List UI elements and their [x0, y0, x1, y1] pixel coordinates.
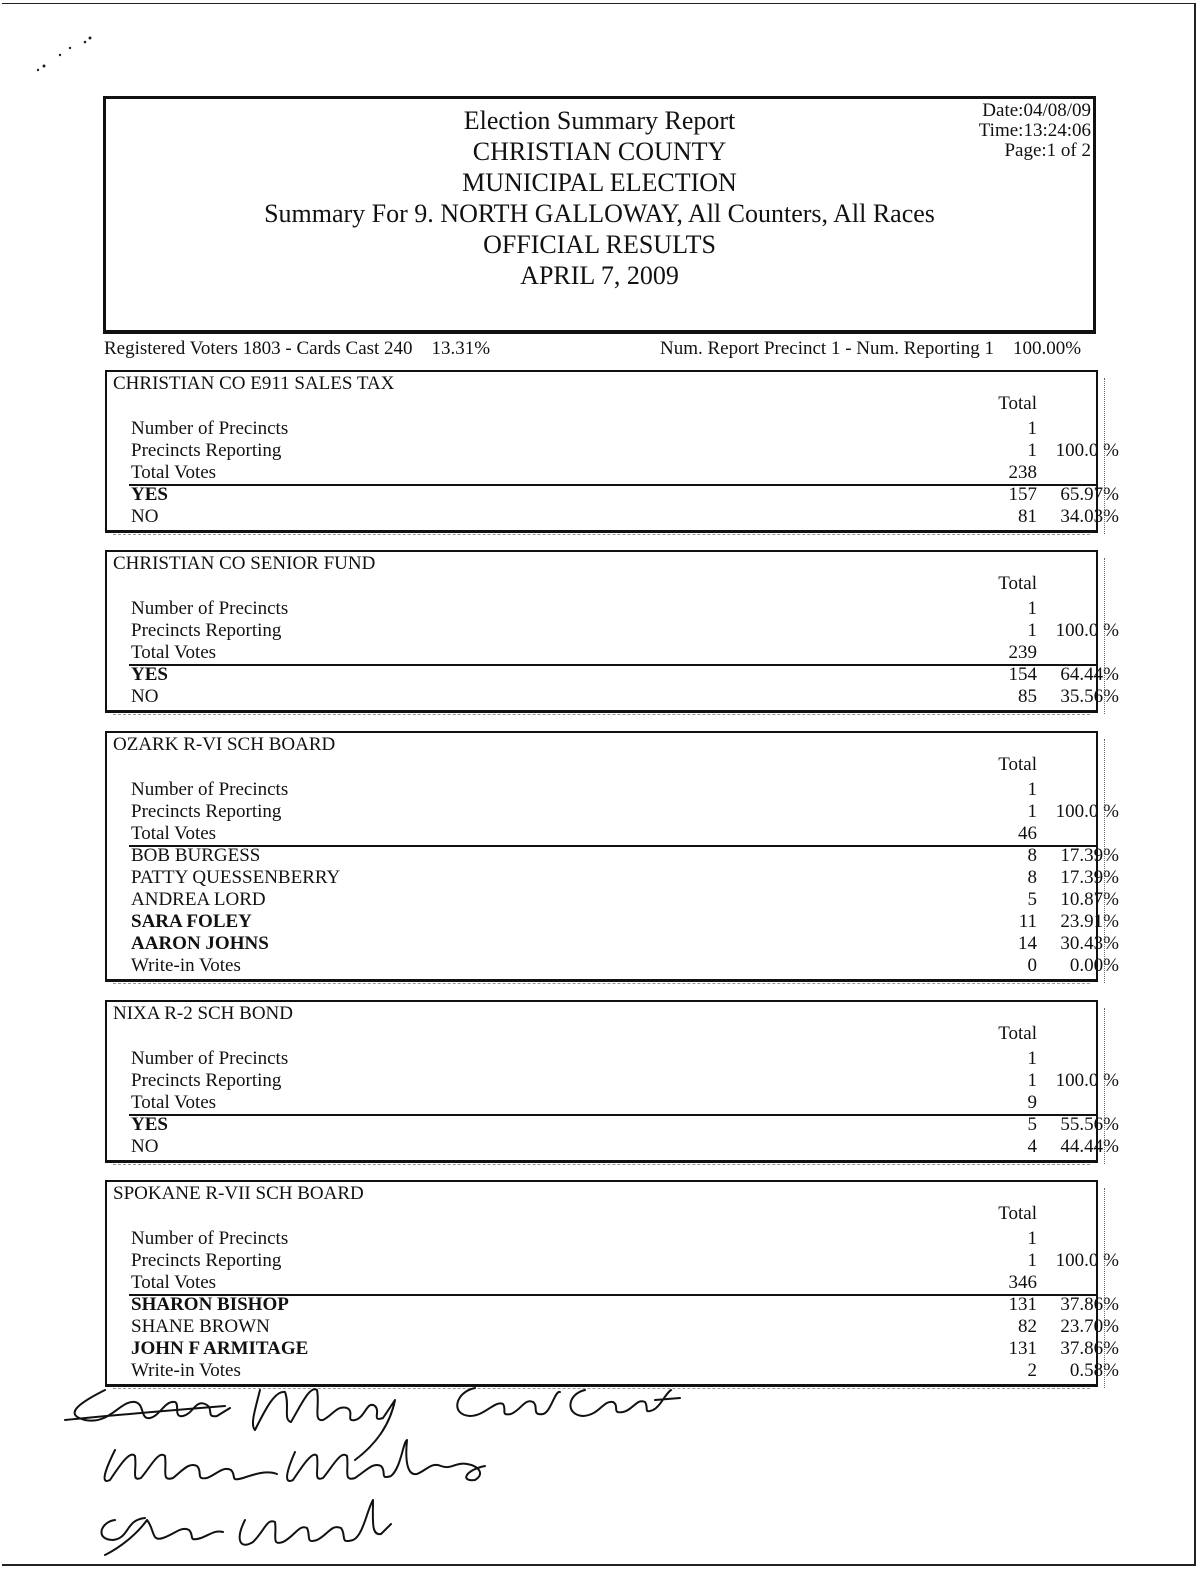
row-percent: 10.87% [1060, 889, 1119, 910]
row-total: 346 [1008, 1272, 1037, 1293]
report-page: Page:1 of 2 [1004, 140, 1091, 161]
table-row [131, 779, 1096, 801]
row-label: Total Votes [131, 1272, 217, 1293]
row-total: 8 [1027, 845, 1037, 866]
row-total: 1 [1027, 1070, 1037, 1091]
table-row [131, 418, 1096, 440]
race-box [105, 370, 1119, 533]
row-label: Precincts Reporting [131, 1070, 282, 1091]
row-total: 1 [1027, 418, 1037, 439]
results-status: OFFICIAL RESULTS [483, 230, 716, 259]
row-label: Precincts Reporting [131, 1250, 282, 1271]
table-row [131, 801, 1119, 823]
row-total: 1 [1027, 598, 1037, 619]
row-label: YES [131, 484, 168, 505]
row-percent: 37.86% [1060, 1294, 1119, 1315]
report-header [103, 96, 1096, 334]
row-label: BOB BURGESS [131, 845, 261, 866]
table-row [131, 867, 1119, 889]
row-label: Number of Precincts [131, 1048, 289, 1069]
race-title: OZARK R-VI SCH BOARD [113, 734, 336, 755]
row-label: Number of Precincts [131, 598, 289, 619]
row-label: NO [131, 686, 159, 707]
race-box [105, 550, 1119, 713]
row-total: 0 [1027, 955, 1037, 976]
race-title: SPOKANE R-VII SCH BOARD [113, 1183, 364, 1204]
row-percent: 65.97% [1060, 484, 1119, 505]
table-row [131, 1250, 1119, 1272]
row-percent: 100.0 % [1055, 620, 1119, 641]
table-row [131, 620, 1119, 642]
row-total: 1 [1027, 440, 1037, 461]
row-label: Write-in Votes [131, 1360, 241, 1381]
row-total: 154 [1008, 664, 1037, 685]
row-label: Total Votes [131, 823, 217, 844]
reporting-percent: 100.00% [1013, 338, 1082, 359]
table-row [131, 462, 1096, 484]
row-label: Total Votes [131, 1092, 217, 1113]
table-row [131, 1092, 1096, 1114]
row-percent: 17.39% [1060, 867, 1119, 888]
table-row [131, 664, 1119, 686]
total-column-header: Total [998, 754, 1037, 775]
table-row [131, 1338, 1119, 1360]
report-time: Time:13:24:06 [978, 120, 1091, 141]
table-row [131, 933, 1119, 955]
scan-artifact-line [113, 1164, 1090, 1165]
table-row [131, 642, 1096, 664]
table-row [131, 506, 1119, 528]
row-label: SARA FOLEY [131, 911, 252, 932]
row-label: Write-in Votes [131, 955, 241, 976]
row-label: ANDREA LORD [131, 889, 266, 910]
row-total: 5 [1027, 1114, 1037, 1135]
row-total: 131 [1008, 1338, 1037, 1359]
race-title: CHRISTIAN CO SENIOR FUND [113, 553, 376, 574]
row-label: NO [131, 1136, 159, 1157]
scan-artifact-line [113, 714, 1090, 715]
row-label: SHARON BISHOP [131, 1294, 289, 1315]
row-percent: 0.00% [1069, 955, 1119, 976]
row-total: 1 [1027, 779, 1037, 800]
total-column-header: Total [998, 573, 1037, 594]
row-total: 239 [1008, 642, 1037, 663]
race-box [105, 731, 1119, 982]
report-title: Election Summary Report [463, 106, 736, 135]
row-total: 11 [1018, 911, 1037, 932]
row-total: 238 [1008, 462, 1037, 483]
table-row [131, 889, 1119, 911]
table-row [131, 1136, 1119, 1158]
row-label: Total Votes [131, 462, 217, 483]
row-percent: 23.91% [1060, 911, 1119, 932]
race-title: NIXA R-2 SCH BOND [113, 1003, 293, 1024]
table-row [131, 1070, 1119, 1092]
row-total: 8 [1027, 867, 1037, 888]
county-name: CHRISTIAN COUNTY [472, 137, 727, 166]
row-label: PATTY QUESSENBERRY [131, 867, 341, 888]
row-total: 81 [1018, 506, 1037, 527]
row-label: Total Votes [131, 642, 217, 663]
election-name: MUNICIPAL ELECTION [462, 168, 737, 197]
signatures-image [55, 1370, 715, 1570]
row-total: 1 [1027, 801, 1037, 822]
table-row [131, 686, 1119, 708]
race-box [105, 1180, 1119, 1387]
row-label: Precincts Reporting [131, 801, 282, 822]
row-label: NO [131, 506, 159, 527]
row-label: JOHN F ARMITAGE [131, 1338, 309, 1359]
row-label: Number of Precincts [131, 418, 289, 439]
row-total: 1 [1027, 1048, 1037, 1069]
row-total: 157 [1008, 484, 1037, 505]
table-row [131, 1114, 1119, 1136]
row-total: 1 [1027, 620, 1037, 641]
turnout-percent: 13.31% [431, 338, 491, 359]
table-row [131, 845, 1119, 867]
scan-artifact-line [113, 983, 1090, 984]
row-label: Precincts Reporting [131, 440, 282, 461]
table-row [131, 1272, 1096, 1294]
table-row [131, 1294, 1119, 1316]
row-total: 1 [1027, 1250, 1037, 1271]
table-row [131, 440, 1119, 462]
table-row [131, 823, 1096, 845]
total-column-header: Total [998, 1203, 1037, 1224]
row-percent: 0.58% [1069, 1360, 1119, 1381]
row-total: 85 [1018, 686, 1037, 707]
table-row [131, 911, 1119, 933]
table-row [131, 1316, 1119, 1338]
table-row [131, 598, 1096, 620]
row-total: 5 [1027, 889, 1037, 910]
row-total: 9 [1027, 1092, 1037, 1113]
row-label: YES [131, 1114, 168, 1135]
scan-artifact-line [113, 534, 1090, 535]
summary-for: Summary For 9. NORTH GALLOWAY, All Counters, All Races [264, 199, 935, 228]
total-column-header: Total [998, 393, 1037, 414]
row-percent: 100.0 % [1055, 1250, 1119, 1271]
row-percent: 17.39% [1060, 845, 1119, 866]
registered-voters: Registered Voters 1803 - Cards Cast 240 13.31% [104, 338, 491, 359]
row-percent: 35.56% [1060, 686, 1119, 707]
row-total: 14 [1018, 933, 1037, 954]
total-column-header: Total [998, 1023, 1037, 1044]
row-total: 82 [1018, 1316, 1037, 1337]
row-percent: 23.70% [1060, 1316, 1119, 1337]
race-box [105, 1000, 1119, 1163]
row-total: 1 [1027, 1228, 1037, 1249]
row-percent: 100.0 % [1055, 801, 1119, 822]
row-label: Precincts Reporting [131, 620, 282, 641]
row-percent: 64.44% [1060, 664, 1119, 685]
row-total: 4 [1027, 1136, 1037, 1157]
row-total: 131 [1008, 1294, 1037, 1315]
row-label: YES [131, 664, 168, 685]
row-percent: 30.43% [1060, 933, 1119, 954]
row-total: 2 [1027, 1360, 1037, 1381]
row-percent: 100.0 % [1055, 1070, 1119, 1091]
election-date: APRIL 7, 2009 [520, 261, 679, 290]
row-percent: 55.56% [1060, 1114, 1119, 1135]
row-total: 46 [1018, 823, 1037, 844]
row-percent: 44.44% [1060, 1136, 1119, 1157]
precinct-reporting-summary: Num. Report Precinct 1 - Num. Reporting 1 100.00% [660, 338, 1082, 359]
table-row [131, 955, 1119, 977]
row-percent: 37.86% [1060, 1338, 1119, 1359]
row-percent: 34.03% [1060, 506, 1119, 527]
scan-specks [30, 30, 110, 90]
table-row [131, 1048, 1096, 1070]
row-label: Number of Precincts [131, 1228, 289, 1249]
table-row [131, 484, 1119, 506]
row-label: SHANE BROWN [131, 1316, 270, 1337]
table-row [131, 1228, 1096, 1250]
race-title: CHRISTIAN CO E911 SALES TAX [113, 373, 395, 394]
row-label: AARON JOHNS [131, 933, 269, 954]
report-date: Date:04/08/09 [982, 100, 1091, 121]
row-label: Number of Precincts [131, 779, 289, 800]
row-percent: 100.0 % [1055, 440, 1119, 461]
report-meta [979, 101, 1091, 161]
